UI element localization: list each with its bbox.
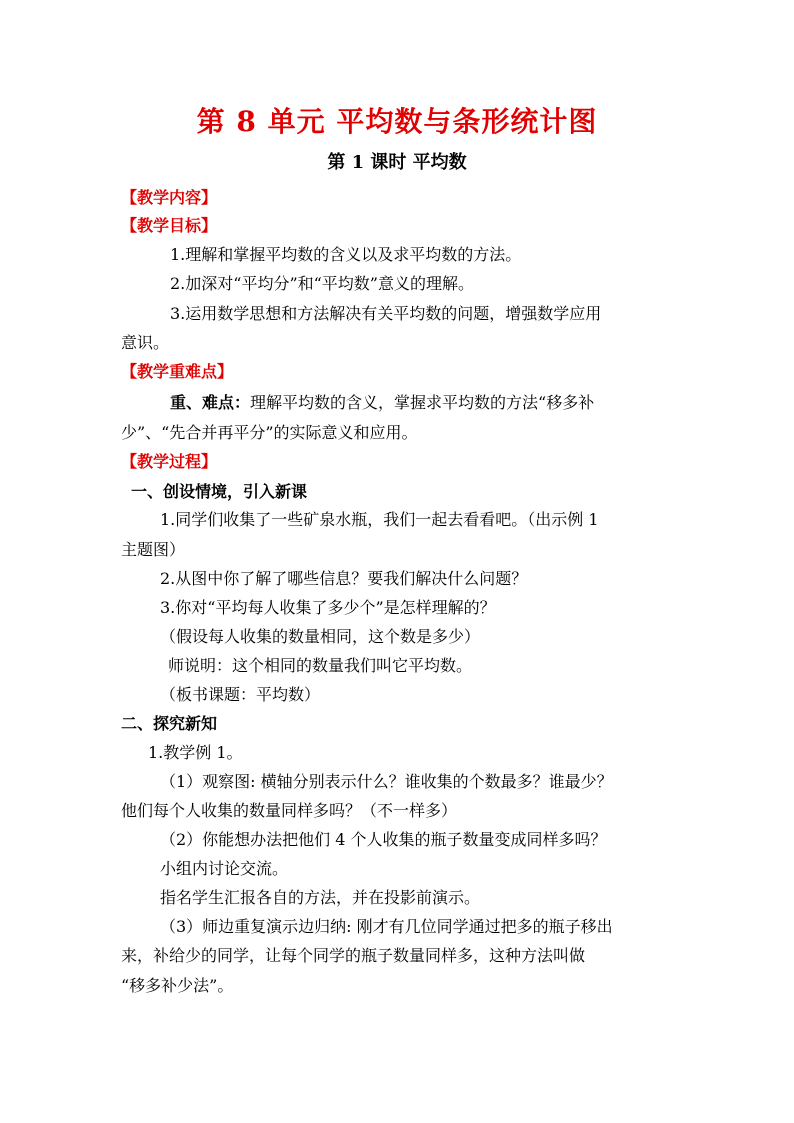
part2-line: 来，补给少的同学，让每个同学的瓶子数量同样多，这种方法叫做	[121, 946, 586, 965]
part1-line: （板书课题：平均数）	[160, 685, 321, 704]
lesson-title: 第 1 课时 平均数	[327, 152, 467, 173]
goal-line: 意识。	[121, 333, 170, 352]
section-content-heading: 【教学内容】	[121, 188, 218, 207]
section-process-heading: 【教学过程】	[121, 452, 218, 471]
part2-line: 他们每个人收集的数量同样多吗？（不一样多）	[121, 801, 458, 820]
part2-line: （2）你能想办法把他们 4 个人收集的瓶子数量变成同样多吗？	[160, 830, 607, 849]
keypoints-text: 理解平均数的含义，掌握求平均数的方法“移多补	[250, 393, 595, 412]
section-keypoints-heading: 【教学重难点】	[121, 362, 234, 381]
part2-heading: 二、探究新知	[121, 714, 218, 733]
keypoints-line: 少”、“先合并再平分”的实际意义和应用。	[121, 423, 418, 442]
part2-line: 1.教学例 1。	[148, 743, 243, 762]
part2-line: 指名学生汇报各自的方法，并在投影前演示。	[160, 888, 481, 907]
keypoints-line	[170, 393, 594, 413]
goal-line: 1.理解和掌握平均数的含义以及求平均数的方法。	[170, 245, 522, 264]
keypoints-label: 重、难点：	[170, 393, 251, 412]
goal-line: 2.加深对“平均分”和“平均数”意义的理解。	[170, 274, 474, 293]
goal-line: 3.运用数学思想和方法解决有关平均数的问题，增强数学应用	[170, 304, 602, 323]
part1-line: （假设每人收集的数量相同，这个数是多少）	[160, 627, 481, 646]
part2-line: “移多补少法”。	[121, 976, 234, 995]
part1-line: 师说明：这个相同的数量我们叫它平均数。	[168, 656, 473, 675]
part1-line: 2.从图中你了解了哪些信息？要我们解决什么问题？	[160, 569, 528, 588]
part1-heading: 一、创设情境，引入新课	[131, 482, 308, 501]
part1-line: 1.同学们收集了一些矿泉水瓶，我们一起去看看吧。（出示例 1	[160, 510, 599, 529]
part1-line: 3.你对“平均每人收集了多少个”是怎样理解的？	[160, 598, 496, 617]
section-goals-heading: 【教学目标】	[121, 216, 218, 235]
part2-line: （1）观察图: 横轴分别表示什么？谁收集的个数最多？谁最少？	[160, 772, 613, 791]
part1-line: 主题图）	[121, 540, 186, 559]
unit-title: 第 8 单元 平均数与条形统计图	[196, 105, 598, 138]
part2-line: （3）师边重复演示边归纳: 刚才有几位同学通过把多的瓶子移出	[160, 917, 613, 936]
part2-line: 小组内讨论交流。	[160, 859, 289, 878]
